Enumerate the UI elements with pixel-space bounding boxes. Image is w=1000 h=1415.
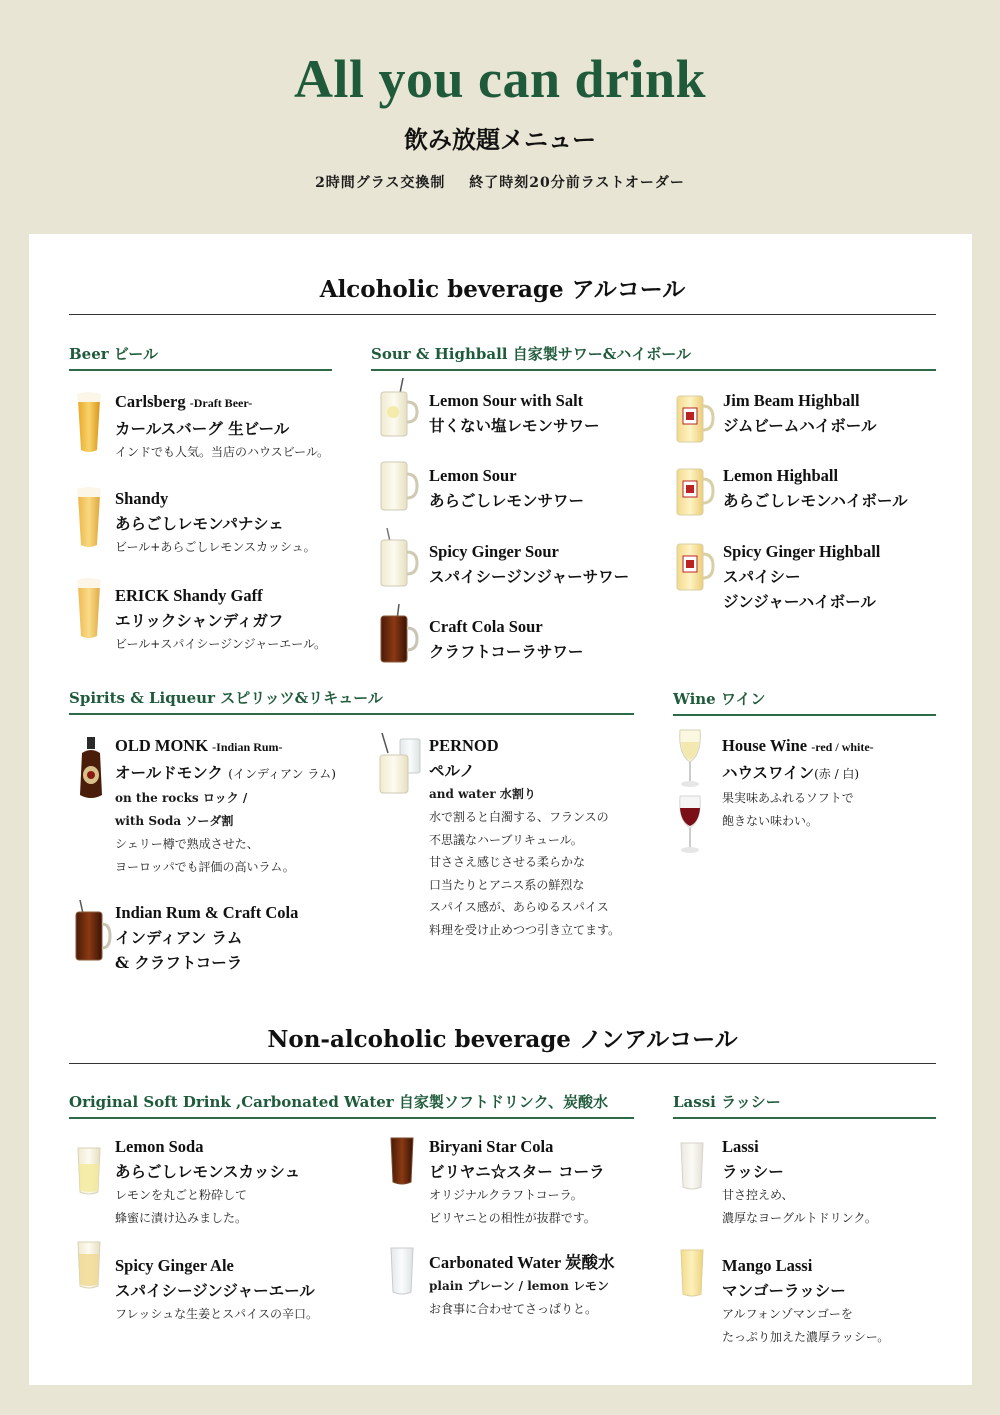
sour-item-ginger bbox=[429, 539, 629, 589]
wine-category: Wine ワイン bbox=[673, 688, 936, 716]
soft-item-biryani-cola bbox=[429, 1134, 605, 1229]
variant-plain-en: plain bbox=[429, 1279, 464, 1293]
spirits-category: Spirits & Liqueur スピリッツ&リキュール bbox=[69, 687, 634, 715]
item-name-ja: クラフトコーラサワー bbox=[429, 642, 584, 661]
ginger-ale-glass-icon bbox=[75, 1240, 103, 1290]
item-name-en: Shandy bbox=[115, 489, 169, 508]
item-desc-1: 水で割ると白濁する、フランスの bbox=[429, 810, 609, 824]
item-desc-1: お食事に合わせてさっぱりと。 bbox=[429, 1302, 598, 1316]
cola-sour-mug-icon bbox=[377, 604, 419, 666]
lassi-item-mango bbox=[722, 1253, 889, 1348]
serve-rocks-en: on the rocks bbox=[115, 791, 199, 805]
item-desc-6: 料理を受け止めつつ引き立てます。 bbox=[429, 922, 621, 937]
beer-item-carlsberg bbox=[115, 389, 329, 464]
item-name-ja: カールスバーグ 生ビール bbox=[115, 419, 290, 438]
item-name-en: PERNOD bbox=[429, 736, 499, 755]
item-name-en: Lemon Highball bbox=[723, 466, 839, 485]
item-desc-5: スパイス感が、あらゆるスパイス bbox=[429, 900, 609, 914]
soft-item-ginger-ale bbox=[115, 1253, 318, 1326]
item-name-en: Lassi bbox=[722, 1137, 759, 1156]
item-note: -Indian Rum- bbox=[212, 740, 283, 754]
item-name-ja: インディアン ラム bbox=[115, 928, 243, 947]
item-name-ja: エリックシャンディガフ bbox=[115, 611, 284, 630]
item-note: -red / white- bbox=[811, 740, 874, 754]
white-wine-glass-icon bbox=[676, 728, 704, 790]
item-name-en: House Wine bbox=[722, 736, 808, 755]
serve-soda-en: with Soda bbox=[115, 814, 182, 828]
item-name-en: Lemon Sour bbox=[429, 466, 517, 485]
mango-lassi-glass-icon bbox=[678, 1248, 706, 1298]
item-desc-3: 甘ささえ感じさせる柔らかな bbox=[429, 855, 586, 869]
item-name-ja: ハウスワイン bbox=[722, 763, 815, 782]
carbonated-water-glass-icon bbox=[388, 1246, 416, 1296]
beer-category: Beer ビール bbox=[69, 343, 332, 371]
item-name-ja: あらごしレモンスカッシュ bbox=[115, 1162, 301, 1181]
item-name-ja-line2: & クラフトコーラ bbox=[115, 953, 243, 972]
item-name-ja: スパイシージンジャーエール bbox=[115, 1281, 315, 1300]
jim-beam-mug-icon bbox=[673, 390, 715, 446]
item-name-en: Indian Rum & Craft Cola bbox=[115, 903, 299, 922]
shandy-gaff-glass-icon bbox=[74, 578, 104, 642]
soft-item-carbonated-water bbox=[429, 1250, 614, 1321]
item-desc-1: レモンを丸ごと粉砕して bbox=[115, 1188, 248, 1202]
wine-item-house bbox=[722, 733, 874, 832]
serve-water-en: and water bbox=[429, 787, 496, 801]
item-name-en: Mango Lassi bbox=[722, 1256, 813, 1275]
beer-item-shandy bbox=[115, 486, 316, 559]
item-name-ja: マンゴーラッシー bbox=[722, 1281, 846, 1300]
item-desc: ビール+あらごしレモンスカッシュ。 bbox=[115, 540, 316, 554]
spirits-item-rum-cola bbox=[115, 900, 298, 975]
item-name-en: Carlsberg bbox=[115, 392, 186, 411]
item-name-en: Biryani Star Cola bbox=[429, 1137, 554, 1156]
item-desc-1: 果実味あふれるソフトで bbox=[722, 791, 854, 805]
item-desc-2: ビリヤニとの相性が抜群です。 bbox=[429, 1210, 596, 1225]
spirits-item-old-monk bbox=[115, 733, 336, 878]
soft-drink-category: Original Soft Drink ,Carbonated Water 自家製ソフトドリンク、炭酸水 bbox=[69, 1091, 634, 1119]
lemon-soda-glass-icon bbox=[75, 1146, 103, 1196]
item-name-ja: ビリヤニ☆スター コーラ bbox=[429, 1162, 605, 1181]
ginger-highball-mug-icon bbox=[673, 538, 715, 594]
nonalcoholic-heading: Non-alcoholic beverage ノンアルコール bbox=[267, 1026, 738, 1053]
item-desc-2: 不思議なハーブリキュール。 bbox=[429, 832, 583, 847]
item-name-en: Craft Cola Sour bbox=[429, 617, 543, 636]
item-name-en: Spicy Ginger Sour bbox=[429, 542, 559, 561]
beer-glass-icon bbox=[74, 392, 104, 456]
item-desc-4: 口当たりとアニス系の鮮烈な bbox=[429, 877, 585, 892]
highball-item-ginger bbox=[723, 539, 880, 614]
item-name-en: Lemon Soda bbox=[115, 1137, 204, 1156]
item-name-en: Spicy Ginger Highball bbox=[723, 542, 881, 561]
item-name-ja: スパイシージンジャーサワー bbox=[429, 567, 630, 586]
item-name-en: Spicy Ginger Ale bbox=[115, 1256, 234, 1275]
alcoholic-heading: Alcoholic beverage アルコール bbox=[319, 276, 686, 303]
lemon-sour-mug-icon bbox=[377, 452, 419, 514]
item-note: -Draft Beer- bbox=[189, 396, 253, 410]
lemon-highball-mug-icon bbox=[673, 463, 715, 519]
item-desc: ビール+スパイシージンジャーエール。 bbox=[115, 637, 327, 651]
cola-glass-icon bbox=[388, 1136, 416, 1186]
lassi-glass-icon bbox=[678, 1141, 706, 1191]
item-name-ja: あらごしレモンサワー bbox=[429, 491, 585, 510]
item-desc-1: オリジナルクラフトコーラ。 bbox=[429, 1188, 583, 1202]
item-desc-2: 濃厚なヨーグルトドリンク。 bbox=[722, 1210, 877, 1225]
lemon-sour-salt-mug-icon bbox=[377, 378, 419, 440]
item-name-ja: ラッシー bbox=[722, 1162, 784, 1181]
rules-note bbox=[0, 172, 1000, 192]
item-desc-2: 飽きない味わい。 bbox=[722, 813, 819, 828]
item-name-ja: スパイシー bbox=[723, 567, 801, 586]
item-ja-note: (赤 / 白) bbox=[814, 767, 860, 781]
item-desc-1: シェリー樽で熟成させた、 bbox=[115, 837, 259, 851]
rum-cola-glass-icon bbox=[72, 900, 112, 964]
last-order-note: 終了時刻20分前ラストオーダー bbox=[469, 175, 685, 191]
lassi-item-plain bbox=[722, 1134, 877, 1229]
item-desc-2: 蜂蜜に漬け込みました。 bbox=[115, 1210, 248, 1225]
item-name-en: Carbonated Water 炭酸水 bbox=[429, 1253, 615, 1272]
item-desc-1: 甘さ控えめ、 bbox=[722, 1188, 794, 1202]
item-ja-note: (インディアン ラム) bbox=[228, 767, 336, 781]
item-name-ja: ジムビームハイボール bbox=[723, 416, 877, 435]
highball-item-jim-beam bbox=[723, 388, 876, 438]
item-name-ja: ペルノ bbox=[429, 761, 475, 780]
beer-item-shandy-gaff bbox=[115, 583, 326, 656]
pernod-glass-icon bbox=[376, 733, 424, 797]
highball-item-lemon bbox=[723, 463, 908, 513]
page-subtitle: 飲み放題メニュー bbox=[404, 125, 596, 154]
item-name-en: ERICK Shandy Gaff bbox=[115, 586, 263, 605]
item-name-en: Jim Beam Highball bbox=[723, 391, 860, 410]
sour-item-cola bbox=[429, 614, 583, 664]
lassi-category: Lassi ラッシー bbox=[673, 1091, 936, 1119]
variant-lemon-ja: レモン bbox=[573, 1279, 610, 1293]
item-desc-1: フレッシュな生姜とスパイスの辛口。 bbox=[115, 1307, 319, 1321]
item-name-ja: オールドモンク bbox=[115, 763, 223, 782]
sour-item-lemon-salt bbox=[429, 388, 600, 438]
item-desc-2: ヨーロッパでも評価の高いラム。 bbox=[115, 859, 295, 874]
time-limit-note: 2時間グラス交換制 bbox=[315, 175, 446, 191]
serve-soda-ja: ソーダ割 bbox=[185, 814, 234, 828]
red-wine-glass-icon bbox=[676, 794, 704, 856]
shandy-glass-icon bbox=[74, 487, 104, 551]
soft-item-lemon-soda bbox=[115, 1134, 300, 1229]
item-name-en: Lemon Sour with Salt bbox=[429, 391, 584, 410]
item-name-ja: あらごしレモンパナシェ bbox=[115, 514, 284, 533]
old-monk-bottle-icon bbox=[76, 737, 106, 801]
item-name-en: OLD MONK bbox=[115, 736, 209, 755]
item-desc-1: アルフォンゾマンゴーを bbox=[722, 1307, 853, 1321]
variant-plain-ja: プレーン / bbox=[467, 1279, 524, 1293]
serve-water-ja: 水割り bbox=[499, 787, 536, 801]
ginger-sour-mug-icon bbox=[377, 528, 419, 590]
item-name-ja: あらごしレモンハイボール bbox=[723, 491, 908, 510]
item-desc-2: たっぷり加えた濃厚ラッシー。 bbox=[722, 1329, 890, 1344]
spirits-item-pernod bbox=[429, 733, 620, 941]
nonalcoholic-divider bbox=[69, 1063, 936, 1064]
sour-item-lemon bbox=[429, 463, 584, 513]
page-title: All you can drink bbox=[293, 49, 707, 109]
item-desc: インドでも人気。当店のハウスビール。 bbox=[115, 445, 329, 459]
alcoholic-divider bbox=[69, 314, 936, 315]
item-name-ja: 甘くない塩レモンサワー bbox=[429, 416, 600, 435]
sour-highball-category: Sour & Highball 自家製サワー&ハイボール bbox=[371, 343, 936, 371]
serve-rocks-ja: ロック / bbox=[202, 791, 248, 805]
variant-lemon-en: lemon bbox=[527, 1279, 569, 1293]
item-name-ja-line2: ジンジャーハイボール bbox=[723, 592, 876, 611]
